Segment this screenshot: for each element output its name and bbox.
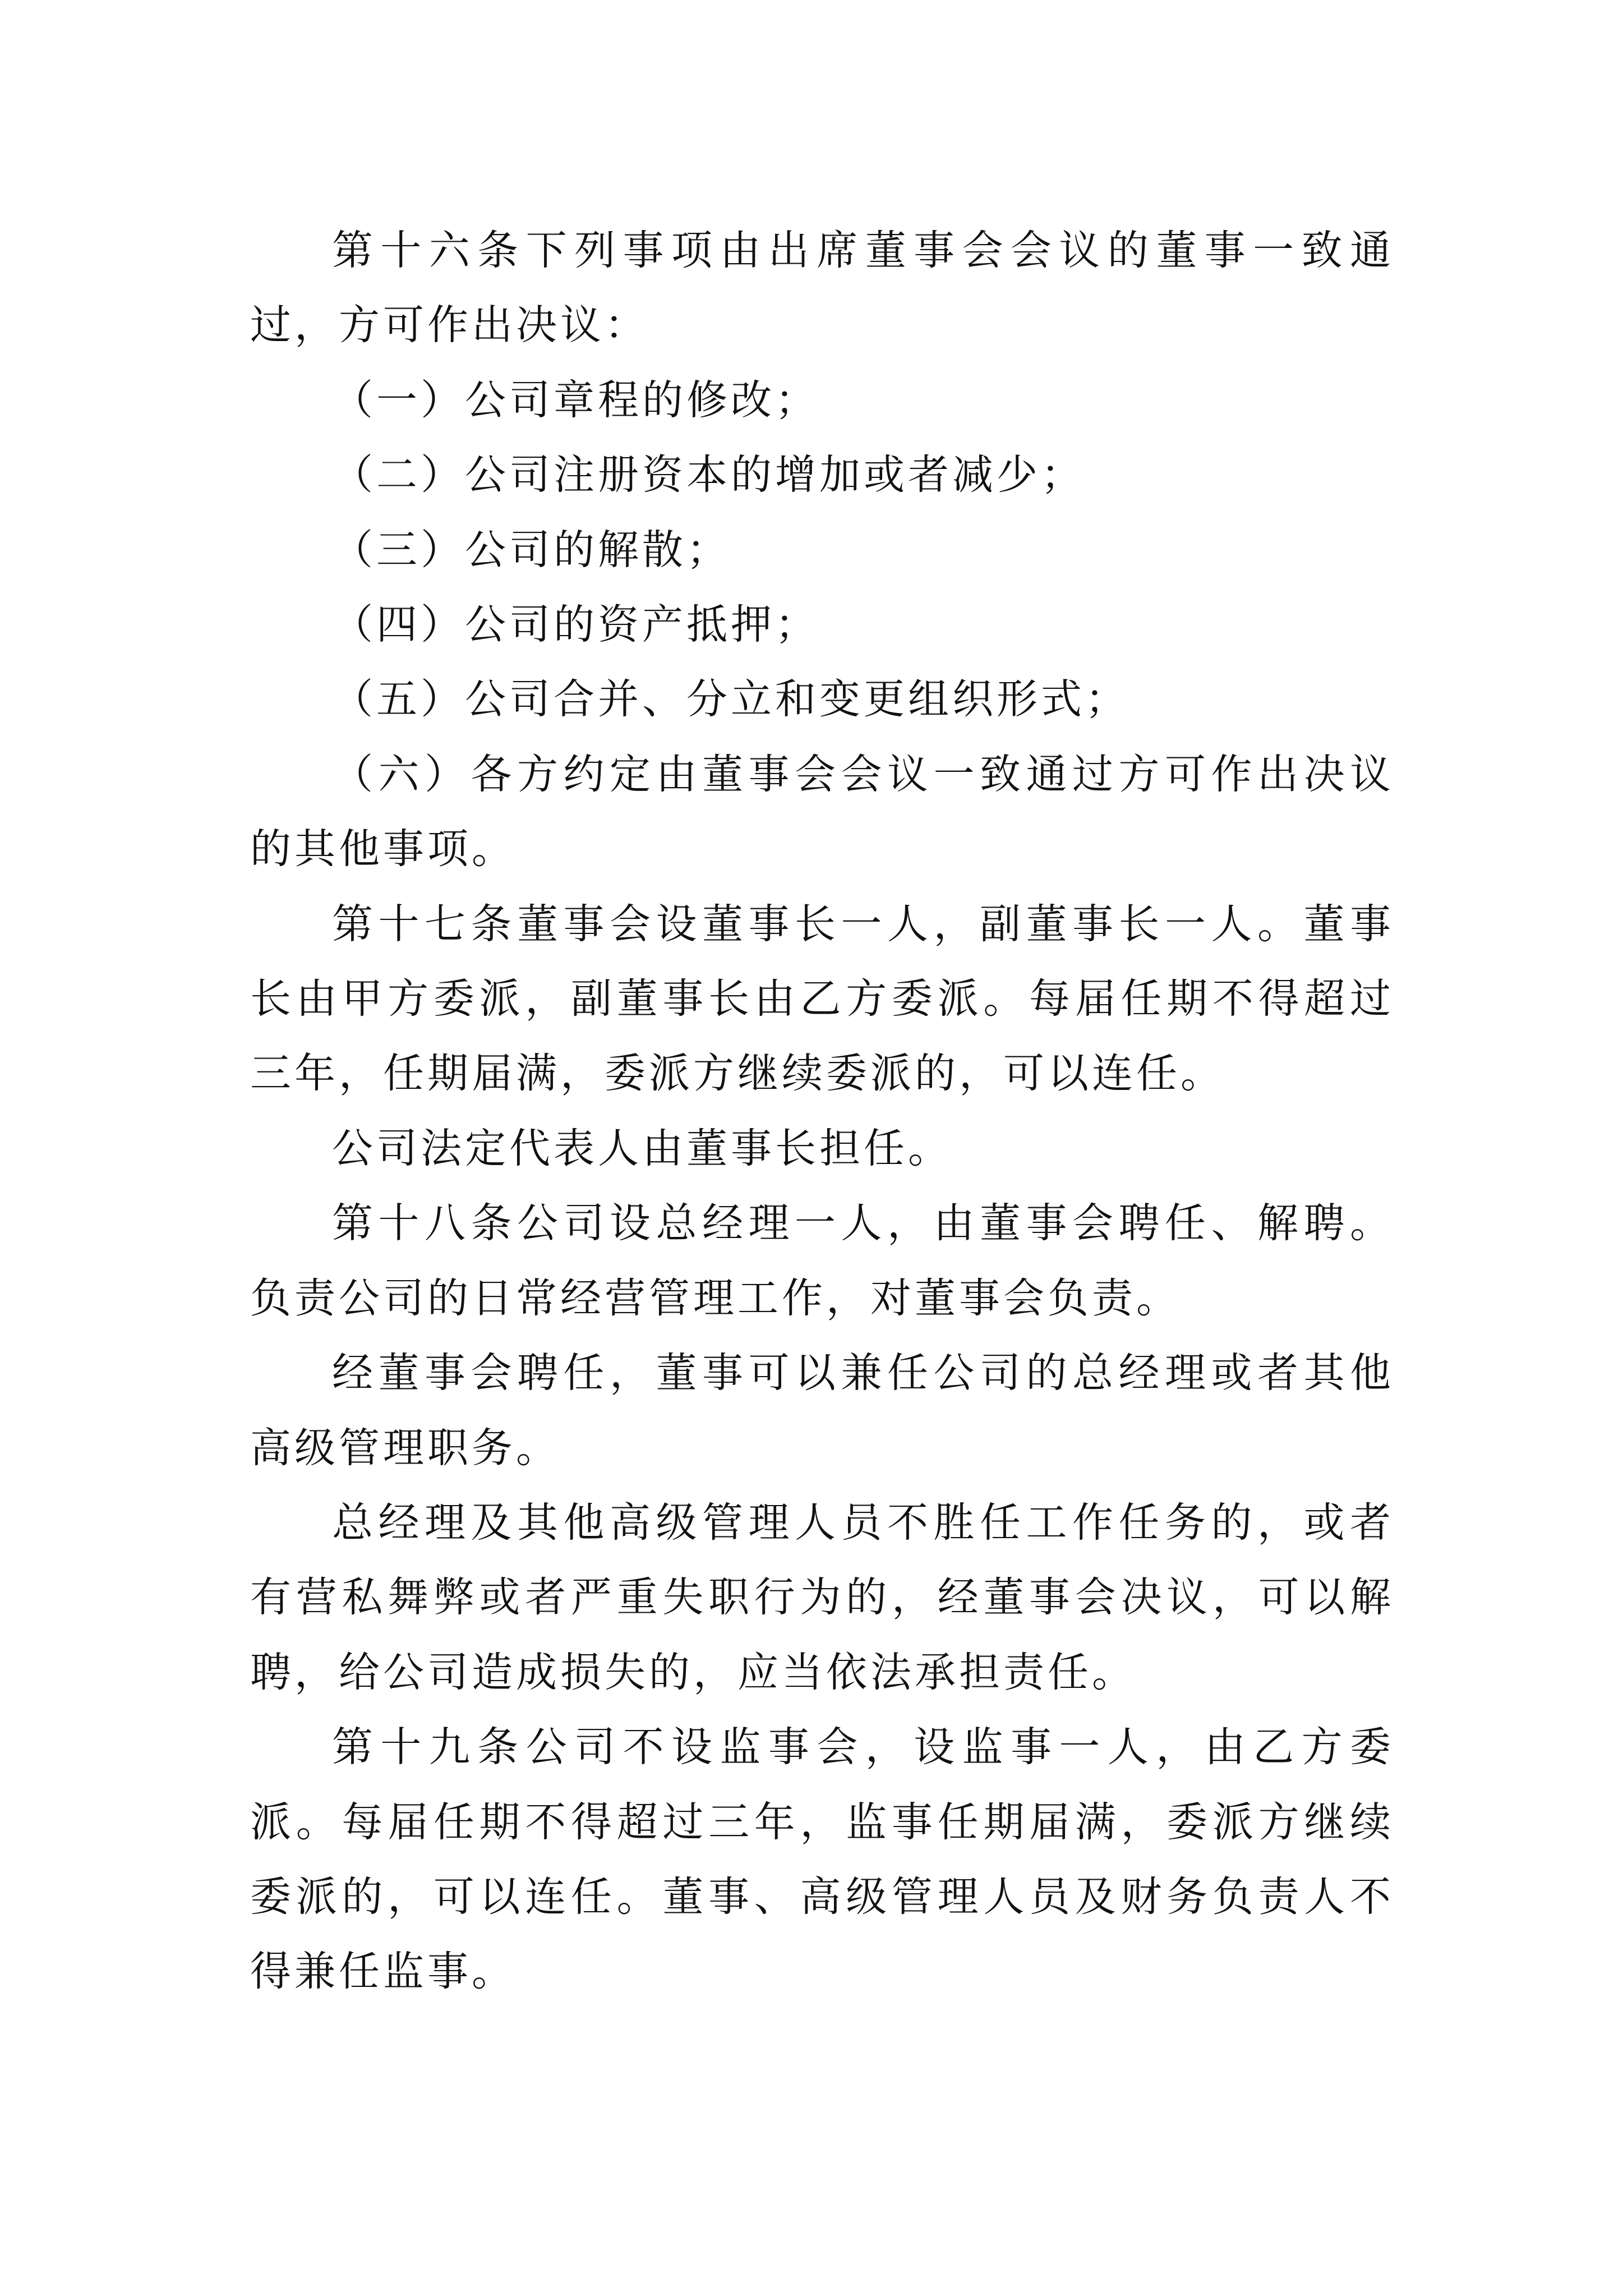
article-18-concurrent-post: 经董事会聘任，董事可以兼任公司的总经理或者其他高级管理职务。: [250, 1349, 1394, 1472]
article-17-paragraph: 第十七条董事会设董事长一人，副董事长一人。董事长由甲方委派，副董事长由乙方委派。每届任期不得超过三年，任期届满，委派方继续委派的，可以连任。: [250, 900, 1394, 1098]
article-17-legal-rep: 公司法定代表人由董事长担任。: [332, 1124, 952, 1172]
article-16-item-5: （五）公司合并、分立和变更组织形式；: [332, 675, 1129, 724]
article-16-item-2: （二）公司注册资本的增加或者减少；: [332, 451, 1085, 499]
document-page: [250, 213, 1394, 2009]
article-16-item-4: （四）公司的资产抵押；: [332, 601, 819, 649]
article-16-paragraph: 第十六条下列事项由出席董事会会议的董事一致通过，方可作出决议：: [250, 227, 1394, 349]
article-18-dismissal: 总经理及其他高级管理人员不胜任工作任务的，或者有营私舞弊或者严重失职行为的，经董事会决议，可以解聘，给公司造成损失的，应当依法承担责任。: [250, 1498, 1394, 1696]
article-18-paragraph: 第十八条公司设总经理一人，由董事会聘任、解聘。负责公司的日常经营管理工作，对董事会负责。: [250, 1199, 1394, 1322]
article-19-paragraph: 第十九条公司不设监事会，设监事一人，由乙方委派。每届任期不得超过三年，监事任期届满，委派方继续委派的，可以连任。董事、高级管理人员及财务负责人不得兼任监事。: [250, 1723, 1394, 1996]
article-16-item-6: （六）各方约定由董事会会议一致通过方可作出决议的其他事项。: [250, 750, 1394, 873]
article-16-item-3: （三）公司的解散；: [332, 526, 731, 574]
article-16-item-1: （一）公司章程的修改；: [332, 376, 819, 424]
